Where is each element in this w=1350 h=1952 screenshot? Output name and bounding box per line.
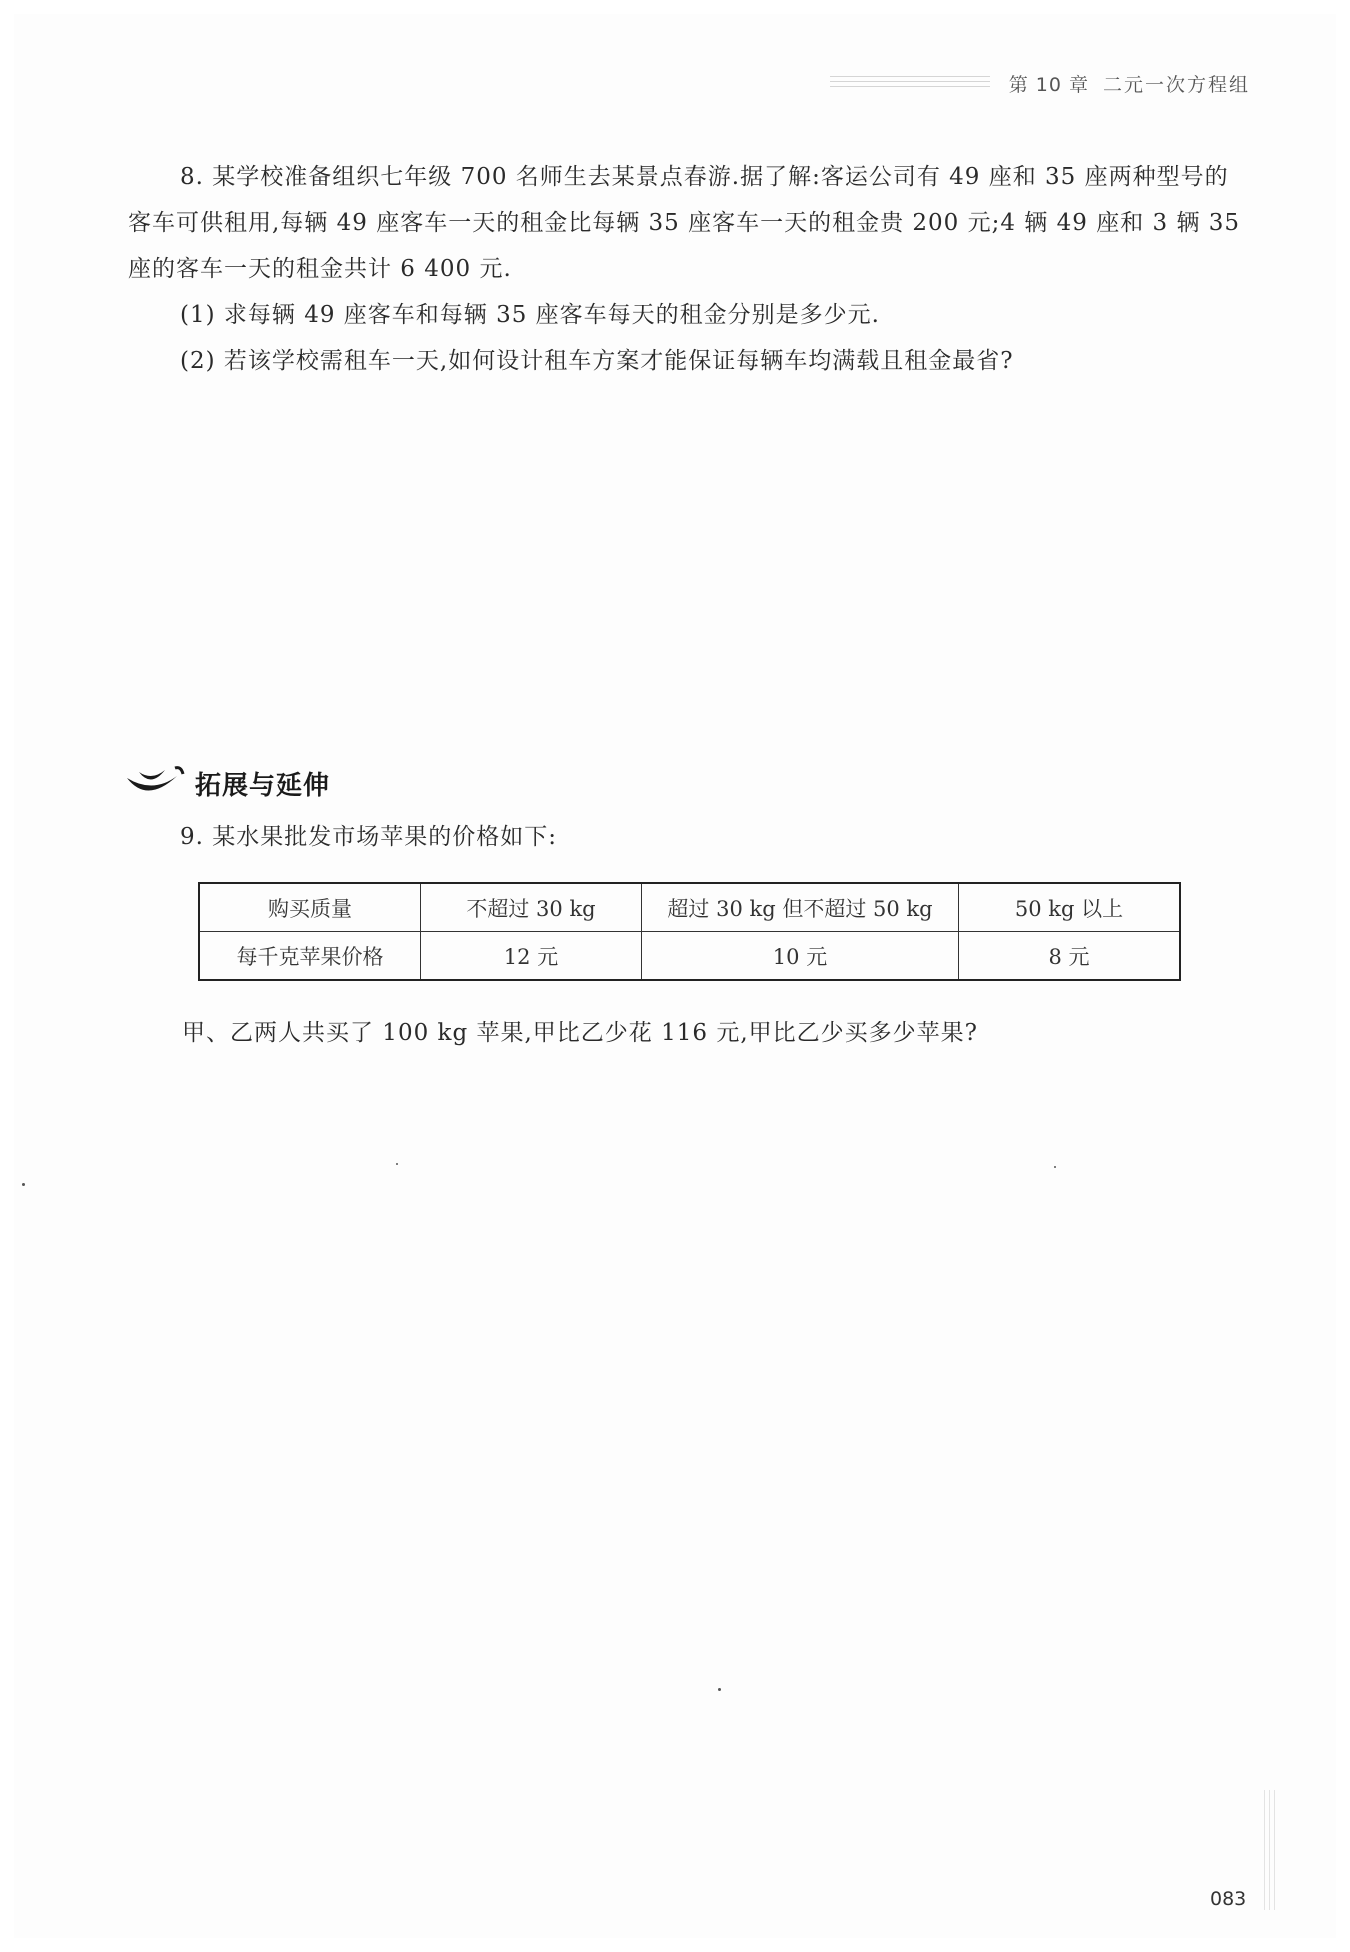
table-cell: 50 kg 以上 — [959, 883, 1181, 932]
table-cell: 不超过 30 kg — [421, 883, 642, 932]
header-rule — [830, 76, 990, 91]
problem-8-question-2: (2) 若该学校需租车一天,如何设计租车方案才能保证每辆车均满载且租金最省? — [180, 348, 1014, 374]
chapter-label: 第 10 章 — [1008, 74, 1089, 96]
problem-8-text: 8. 某学校准备组织七年级 700 名师生去某景点春游.据了解:客运公司有 49 座和 35 座两种型号的客车可供租用,每辆 49 座客车一天的租金比每辆 35 座客车一天的租金贵 200 元;4 辆 49 座和 3 辆 35 座的客车一天的租金共计 6 400 元. — [128, 164, 1241, 282]
section-heading — [125, 764, 330, 802]
table-header-row — [199, 883, 1180, 932]
table-row — [199, 932, 1180, 981]
page-number: 083 — [1210, 1888, 1247, 1910]
section-title: 拓展与延伸 — [195, 770, 331, 801]
problem-9-intro: 9. 某水果批发市场苹果的价格如下: — [180, 824, 558, 850]
table-cell: 购买质量 — [199, 883, 421, 932]
scan-speck — [22, 1183, 25, 1186]
table-cell: 10 元 — [642, 932, 959, 981]
problem-8-question-1: (1) 求每辆 49 座客车和每辆 35 座客车每天的租金分别是多少元. — [180, 302, 880, 328]
wave-arc-icon — [125, 764, 185, 802]
table-cell: 8 元 — [959, 932, 1181, 981]
scan-speck — [1054, 1166, 1056, 1168]
problem-9-question: 甲、乙两人共买了 100 kg 苹果,甲比乙少花 116 元,甲比乙少买多少苹果? — [182, 1020, 978, 1046]
running-header — [1009, 70, 1250, 97]
scan-speck — [396, 1163, 398, 1165]
table-cell: 12 元 — [421, 932, 642, 981]
apple-price-table — [198, 882, 1181, 981]
table-cell: 超过 30 kg 但不超过 50 kg — [642, 883, 959, 932]
table-cell: 每千克苹果价格 — [199, 932, 421, 981]
chapter-title: 二元一次方程组 — [1102, 74, 1250, 96]
scan-speck — [718, 1688, 721, 1691]
page-edge-lines — [1264, 1790, 1276, 1910]
